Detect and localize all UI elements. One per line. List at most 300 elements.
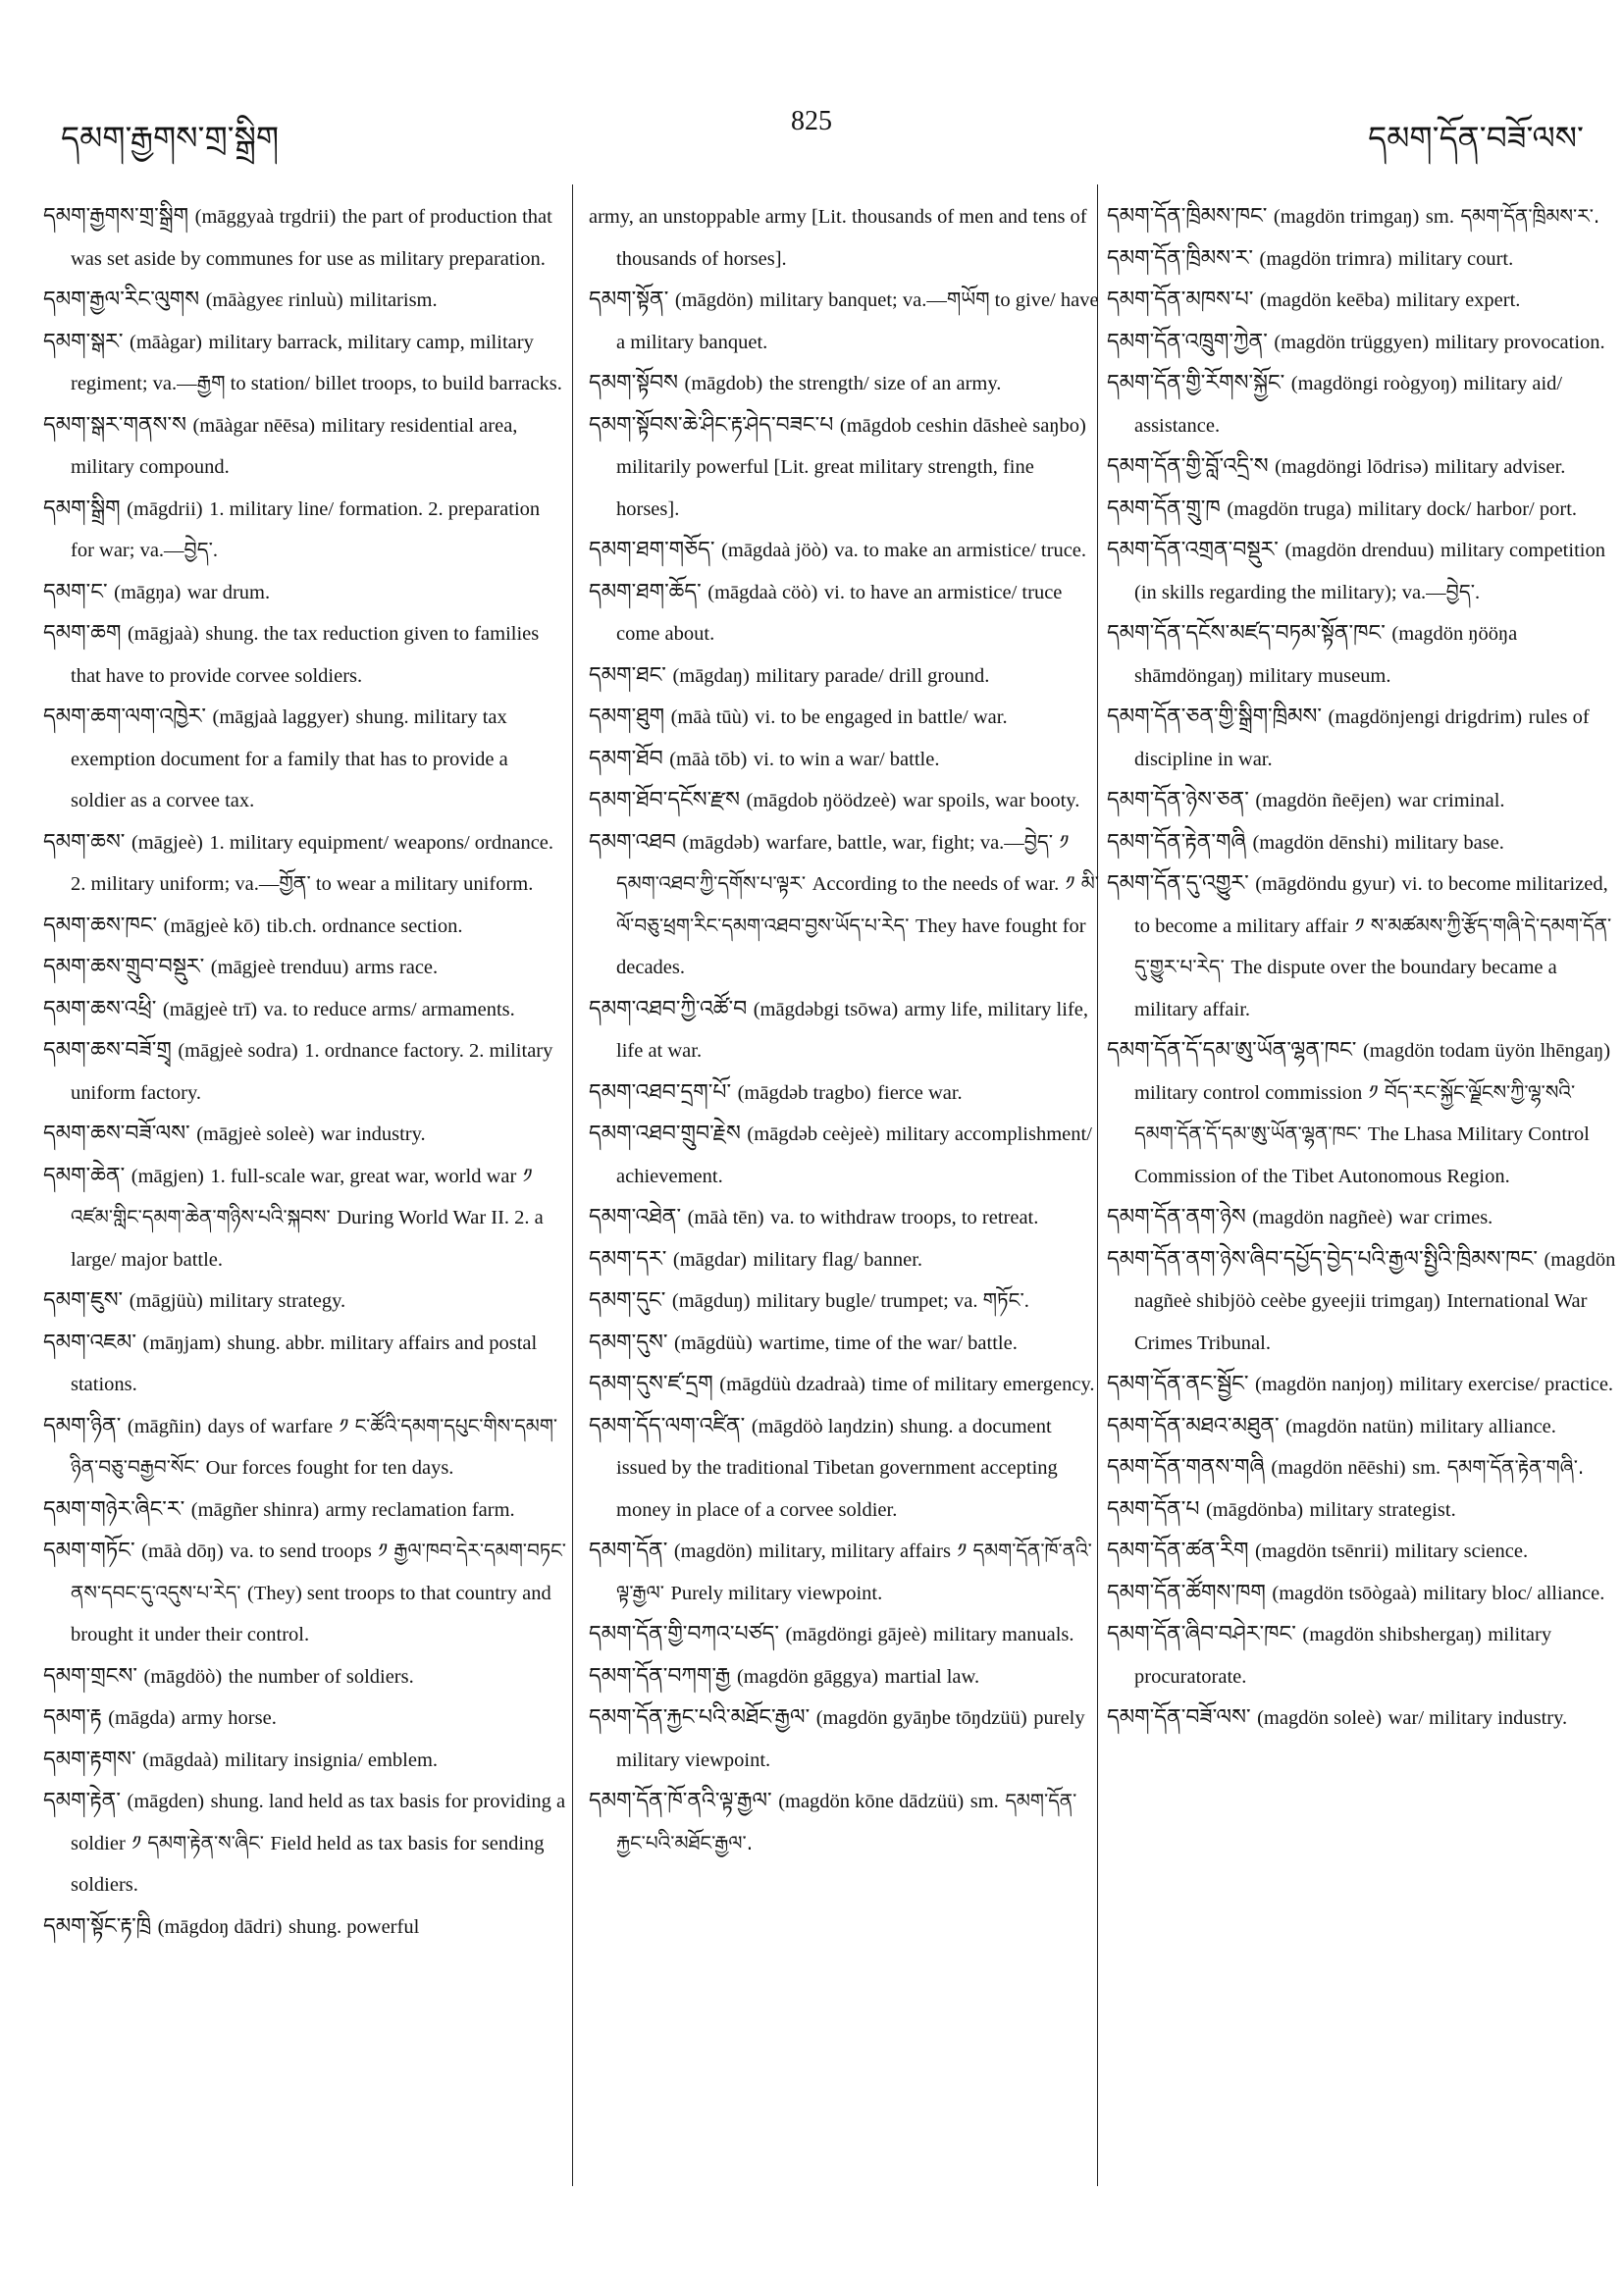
entry-transliteration: (māgjaà laggyer)	[212, 706, 349, 728]
entry-transliteration: (magdön trimgaŋ)	[1273, 206, 1420, 228]
dictionary-entry	[43, 196, 567, 280]
entry-definition: vi. to win a war/ battle.	[753, 748, 940, 770]
entry-headword: དམག་དོན་འཁྲུག་ཀྱེན་	[1107, 329, 1268, 354]
entry-definition: shung. military tax exemption document for a family that has to provide a soldier as a corvee tax.	[71, 706, 508, 811]
entry-headword: དམག་དོན་དོ་དམ་ཨུ་ཡོན་ལྷན་ཁང་	[1107, 1038, 1357, 1063]
entry-definition: war drum.	[186, 581, 271, 603]
entry-transliteration: (magdön gāggya)	[736, 1665, 878, 1688]
entry-headword: དམག་རྟེན་	[43, 1789, 121, 1813]
entry-definition: the strength/ size of an army.	[768, 373, 1002, 394]
entry-transliteration: (māgŋa)	[114, 581, 182, 603]
running-head-left: དམག་རྒྱགས་གྲ་སྒྲིག	[61, 119, 280, 157]
entry-definition: war/ military industry.	[1387, 1707, 1568, 1729]
dictionary-entry	[43, 280, 567, 322]
entry-example-translation: They have fought for decades.	[616, 914, 1086, 978]
entry-definition: 1. full-scale war, great war, world war	[210, 1165, 517, 1187]
entry-definition: military court.	[1397, 247, 1514, 270]
entry-headword: དམག་ཆས་	[43, 829, 126, 855]
entry-headword: དམག་ཉིན་	[43, 1413, 122, 1438]
entry-transliteration: (māgjaà)	[127, 623, 199, 645]
dictionary-entry	[589, 780, 1101, 822]
entry-headword: དམག་རྟགས་	[43, 1747, 136, 1772]
dictionary-entry	[43, 1489, 567, 1532]
entry-headword: དམག་དུང་	[589, 1288, 666, 1313]
dictionary-entry	[1107, 280, 1617, 322]
entry-headword: དམག་དོན་རྐྱང་པའི་མཐོང་རྒྱལ་	[589, 1705, 811, 1730]
entry-transliteration: (magdönjengi drigdrim)	[1328, 706, 1523, 728]
entry-definition: army life, military life, life at war.	[616, 998, 1089, 1062]
entry-definition: war spoils, war booty.	[903, 790, 1080, 811]
entry-definition: sm.	[1425, 206, 1454, 228]
entry-example-tibetan: ༡ ས་མཚམས་ཀྱི་རྩོད་གཞི་དེ་དམག་དོན་དུ་གྱུར་པ་རེད་	[1134, 913, 1612, 978]
entry-transliteration: (māà tēn)	[687, 1207, 764, 1228]
entry-definition: va. to reduce arms/ armaments.	[263, 998, 515, 1020]
entry-headword: དམག་དོན་ནག་ཉེས་ཞིབ་དཔྱོད་བྱེད་པའི་རྒྱལ་སྤྱིའི་ཁྲིམས་ཁང་	[1107, 1246, 1538, 1272]
entry-definition: shung. the tax reduction given to families that have to provide corvee soldiers.	[71, 623, 540, 687]
entry-definition: military, military affairs	[759, 1540, 951, 1562]
entry-example-translation: Field held as tax basis for sending soldiers.	[71, 1832, 545, 1896]
entry-definition: vi. to become militarized, to become a military affair	[1134, 873, 1608, 937]
entry-transliteration: (māgdoŋ dādri)	[157, 1915, 283, 1938]
entry-definition: va. to withdraw troops, to retreat.	[770, 1207, 1039, 1228]
entry-definition: military science.	[1394, 1540, 1529, 1562]
column-2	[589, 196, 1101, 1863]
entry-headword: དམག་སྒྲིག	[43, 496, 121, 521]
entry-transliteration: (magdön keēba)	[1259, 289, 1390, 311]
entry-definition: vi. to be engaged in battle/ war.	[755, 706, 1008, 728]
entry-headword: དམག་དོན་ཅན་གྱི་སྒྲིག་ཁྲིམས་	[1107, 704, 1322, 729]
entry-definition: military competition (in skills regarding the military); va.—བྱེད་.	[1134, 540, 1605, 603]
entry-headword: དམག་དོན་ནང་སྦྱོང་	[1107, 1372, 1249, 1396]
entry-example-tibetan: ༡ འཛམ་གླིང་དམག་ཆེན་གཉིས་པའི་སྐབས་	[71, 1163, 533, 1228]
entry-transliteration: (magdön shibshergaŋ)	[1302, 1624, 1482, 1645]
dictionary-entry	[43, 906, 567, 948]
entry-definition: military accomplishment/ achievement.	[616, 1123, 1092, 1187]
entry-transliteration: (māgdəb tragbo)	[737, 1081, 871, 1104]
dictionary-entry	[589, 280, 1101, 363]
dictionary-entry	[1107, 196, 1617, 238]
entry-transliteration: (māgjeè trī)	[162, 998, 258, 1020]
entry-transliteration: (māgdön)	[674, 289, 754, 311]
entry-definition: military aid/ assistance.	[1134, 373, 1563, 437]
entry-definition: military expert.	[1396, 289, 1521, 311]
entry-headword: དམག་དོན་	[589, 1539, 668, 1563]
entry-transliteration: (magdöngi roògyoŋ)	[1290, 373, 1457, 394]
entry-transliteration: (magdön kōne dādzüü)	[778, 1791, 965, 1812]
entry-transliteration: (māŋjam)	[142, 1331, 222, 1354]
entry-definition: military strategy.	[209, 1290, 346, 1312]
entry-definition: shung. land held as tax basis for providing a soldier	[71, 1791, 566, 1854]
entry-headword: དམག་འཇམ་	[43, 1330, 136, 1355]
dictionary-entry	[43, 489, 567, 572]
entry-transliteration: (māà dōŋ)	[141, 1540, 224, 1562]
entry-transliteration: (māgdəbgi tsōwa)	[753, 998, 899, 1020]
entry-transliteration: (magdön natün)	[1285, 1415, 1414, 1437]
dictionary-entry	[43, 572, 567, 614]
dictionary-entry	[589, 572, 1101, 655]
entry-headword: དམག་དོན་ཚན་རིག	[1107, 1539, 1249, 1563]
entry-example-tibetan: ༡ རྒྱལ་ཁབ་དེར་དམག་བཏང་ནས་དབང་དུ་འདུས་པ་རེད་	[71, 1539, 566, 1604]
dictionary-entry	[589, 1656, 1101, 1698]
running-head-right: དམག་དོན་བཟོ་ལས་	[1368, 119, 1584, 157]
entry-transliteration: (magdön tsēnrii)	[1255, 1540, 1389, 1562]
page-number: 825	[791, 106, 832, 136]
entry-headword: དམག་དོན་ཚོགས་ཁག	[1107, 1580, 1266, 1605]
entry-transliteration: (magdön nanjoŋ)	[1255, 1374, 1393, 1395]
entry-transliteration: (magdön tsōògaà)	[1272, 1582, 1417, 1604]
entry-definition: vi. to have an armistice/ truce come about.	[616, 581, 1063, 645]
entry-definition: wartime, time of the war/ battle.	[759, 1331, 1018, 1354]
entry-definition: military base.	[1394, 831, 1504, 854]
entry-definition: shung. a document issued by the traditional Tibetan government accepting money in place of a corvee soldier.	[616, 1415, 1058, 1521]
entry-headword: དམག་དོན་བཀག་རྒྱ	[589, 1663, 731, 1689]
entry-definition: war industry.	[320, 1123, 426, 1145]
entry-example-translation: The Lhasa Military Control Commission of the Tibet Autonomous Region.	[1134, 1123, 1590, 1187]
entry-definition: the number of soldiers.	[228, 1665, 414, 1688]
entry-example-translation: According to the needs of war.	[812, 873, 1060, 895]
entry-transliteration: (māgdob)	[684, 373, 763, 394]
entry-headword: དམག་ཐང་	[589, 662, 666, 688]
dictionary-entry	[43, 1906, 567, 1949]
entry-definition: military bloc/ alliance.	[1423, 1582, 1605, 1604]
entry-headword: དམག་དོན་གྱི་རོགས་སྐྱོང་	[1107, 371, 1285, 395]
entry-transliteration: (magdön drenduu)	[1284, 540, 1435, 561]
entry-definition: military procuratorate.	[1134, 1624, 1552, 1688]
entry-transliteration: (magdön ñeējen)	[1255, 790, 1391, 811]
entry-definition: International War Crimes Tribunal.	[1134, 1290, 1588, 1354]
dictionary-entry	[1107, 1614, 1617, 1697]
dictionary-entry	[589, 1697, 1101, 1781]
entry-transliteration: (māgdar)	[672, 1248, 748, 1271]
entry-example-tibetan: དམག་དོན་རྐྱང་པའི་མཐོང་རྒྱལ་.	[616, 1789, 1077, 1854]
entry-definition: 1. ordnance factory. 2. military uniform factory.	[71, 1040, 553, 1104]
dictionary-entry	[43, 1697, 567, 1740]
dictionary-entry	[589, 1197, 1101, 1239]
entry-transliteration: (magdön trüggyen)	[1274, 331, 1430, 353]
dictionary-entry	[1107, 1573, 1617, 1615]
entry-definition: military control commission	[1134, 1081, 1363, 1104]
entry-transliteration: (māàgar nēēsa)	[192, 414, 316, 437]
entry-headword: དམག་ཆེན་	[43, 1163, 126, 1188]
dictionary-entry	[589, 1114, 1101, 1197]
dictionary-entry	[1107, 238, 1617, 281]
entry-headword: དམག་གཏོང་	[43, 1539, 135, 1563]
dictionary-entry	[43, 947, 567, 989]
entry-transliteration: (māgjeè kō)	[163, 914, 261, 937]
entry-headword: དམག་དོན་གྱི་བློ་འདྲི་ས	[1107, 454, 1269, 479]
entry-headword: དམག་དོན་པ	[1107, 1496, 1200, 1522]
entry-headword: དམག་དོན་མཁས་པ་	[1107, 287, 1254, 312]
entry-definition: va. to make an armistice/ truce.	[834, 540, 1087, 561]
dictionary-entry	[589, 363, 1101, 405]
entry-example-tibetan: ༡ བོད་རང་སྐྱོང་ལྗོངས་ཀྱི་ལྷ་སའི་དམག་དོན་དོ་དམ་ཨུ་ཡོན་ལྷན་ཁང་	[1134, 1079, 1576, 1145]
entry-transliteration: (magdön soleè)	[1257, 1707, 1383, 1729]
dictionary-entry	[589, 1239, 1101, 1281]
dictionary-entry	[589, 1364, 1101, 1406]
entry-example-tibetan: ༡ དམག་དོན་ཁོ་ནའི་ལྟ་རྒྱལ་	[616, 1539, 1092, 1604]
entry-definition: rules of discipline in war.	[1134, 706, 1590, 770]
entry-transliteration: (māgdaŋ)	[672, 664, 750, 687]
dictionary-entry	[589, 1406, 1101, 1532]
entry-transliteration: (māgdöò)	[143, 1665, 223, 1688]
entry-example-translation: Purely military viewpoint.	[670, 1582, 883, 1604]
dictionary-entry	[1107, 363, 1617, 446]
entry-headword: དམག་ཆས་བཟོ་གྲྭ	[43, 1038, 172, 1063]
dictionary-entry	[43, 1531, 567, 1656]
entry-headword: དམག་སྟོབས	[589, 371, 678, 395]
entry-example-tibetan: ༡ ང་ཚོའི་དམག་དཔུང་གིས་དམག་ཉིན་བཅུ་བརྒྱབ་སོང་	[71, 1413, 558, 1479]
entry-headword: དམག་དར་	[589, 1246, 667, 1272]
entry-transliteration: (magdön dēnshi)	[1252, 831, 1388, 854]
entry-definition: military alliance.	[1420, 1415, 1556, 1437]
entry-transliteration: (māgdaà jöò)	[721, 540, 828, 561]
entry-transliteration: (māgjeè trenduu)	[210, 957, 349, 978]
dictionary-entry	[1107, 1406, 1617, 1448]
entry-example-translation: Our forces fought for ten days.	[205, 1457, 454, 1479]
dictionary-entry	[589, 1781, 1101, 1863]
entry-definition: military exercise/ practice.	[1399, 1374, 1614, 1395]
entry-headword: དམག་གཉེར་ཞིང་ར་	[43, 1496, 185, 1522]
entry-definition: military parade/ drill ground.	[756, 664, 990, 687]
dictionary-entry	[1107, 1239, 1617, 1365]
entry-transliteration: (māgdüù)	[674, 1331, 753, 1354]
entry-definition: military adviser.	[1435, 456, 1566, 478]
entry-definition: military residential area, military compound.	[71, 414, 518, 478]
entry-example-tibetan: དམག་དོན་རྟེན་གཞི་.	[1446, 1455, 1585, 1479]
entry-example-tibetan: དམག་དོན་ཁྲིམས་ར་.	[1460, 204, 1600, 228]
entry-headword: དམག་ཆས་བཟོ་ལས་	[43, 1122, 190, 1146]
dictionary-entry	[43, 322, 567, 405]
entry-transliteration: (māgdöndu gyur)	[1255, 873, 1396, 895]
entry-headword: དམག་འཐབ་གྲུབ་རྗེས	[589, 1122, 741, 1146]
entry-definition: 1. military line/ formation. 2. preparation for war; va.—བྱེད་.	[71, 497, 541, 561]
entry-headword: དམག་དོན་ཁྲིམས་ར་	[1107, 245, 1253, 271]
entry-definition: shung. abbr. military affairs and postal stations.	[71, 1331, 538, 1395]
entry-definition: va. to send troops	[230, 1540, 372, 1562]
entry-transliteration: (māgdaà cöò)	[707, 581, 818, 603]
entry-definition: military dock/ harbor/ port.	[1357, 497, 1578, 520]
entry-transliteration: (māà tōb)	[669, 748, 748, 770]
entry-headword: དམག་སྒར་གནས་ས	[43, 412, 186, 438]
entry-transliteration: (māgñin)	[127, 1415, 202, 1437]
entry-headword: དམག་དོད་ལག་འཛིན་	[589, 1413, 746, 1438]
entry-headword: དམག་དུས་	[589, 1330, 668, 1355]
entry-transliteration: (māgdönba)	[1205, 1498, 1304, 1521]
entry-transliteration: (māgjeè sodra)	[178, 1040, 298, 1062]
entry-headword: དམག་དོན་དངོས་མཛད་བཏམ་སྟོན་ཁང་	[1107, 621, 1386, 646]
entry-definition: army horse.	[182, 1707, 277, 1729]
entry-headword: དམག་ཆག	[43, 621, 122, 646]
entry-transliteration: (māgjeè)	[131, 831, 203, 854]
entry-headword: དམག་ཆས་གྲུབ་བསྡུར་	[43, 955, 205, 979]
dictionary-entry	[43, 613, 567, 697]
entry-transliteration: (māgjüù)	[129, 1290, 203, 1312]
dictionary-entry	[1107, 863, 1617, 1030]
entry-transliteration: (māàgar)	[130, 331, 202, 353]
entry-definition: sm.	[1412, 1457, 1441, 1479]
entry-definition: military provocation.	[1435, 331, 1605, 353]
entry-transliteration: (māgduŋ)	[671, 1290, 751, 1312]
dictionary-entry	[1107, 1531, 1617, 1573]
entry-definition: militarism.	[349, 289, 438, 311]
entry-transliteration: (māgden)	[127, 1791, 205, 1812]
entry-definition: military banquet; va.—གཡོག to give/ have a military banquet.	[616, 289, 1099, 353]
dictionary-entry	[43, 1280, 567, 1323]
entry-transliteration: (māgdaà)	[142, 1748, 219, 1771]
dictionary-entry	[1107, 1447, 1617, 1489]
entry-definition: purely military viewpoint.	[616, 1707, 1085, 1771]
entry-transliteration: (māgdob ceshin dāsheè saŋbo)	[839, 414, 1086, 437]
dictionary-entry	[1107, 489, 1617, 531]
entry-definition: war criminal.	[1397, 790, 1505, 811]
entry-definition: sm.	[969, 1791, 999, 1812]
dictionary-entry	[1107, 1364, 1617, 1406]
entry-definition: war crimes.	[1398, 1207, 1493, 1228]
entry-definition: army, an unstoppable army [Lit. thousands of men and tens of thousands of horses].	[589, 206, 1087, 270]
entry-headword: དམག་དོན་གྲུ་ཁ	[1107, 496, 1221, 521]
entry-headword: དམག་རྒྱལ་རིང་ལུགས	[43, 287, 200, 312]
entry-headword: དམག་ཐོབ	[589, 746, 663, 771]
entry-transliteration: (māgjen)	[131, 1165, 204, 1187]
entry-definition: arms race.	[354, 957, 439, 978]
entry-example-tibetan: ༡ དམག་འཐབ་ཀྱི་དགོས་པ་ལྟར་	[616, 829, 1070, 895]
dictionary-entry	[1107, 780, 1617, 822]
dictionary-entry	[43, 1740, 567, 1782]
entry-headword: དམག་ང་	[43, 579, 108, 604]
entry-headword: དམག་སྟོང་རྟ་ཁྲི	[43, 1913, 152, 1939]
dictionary-entry	[589, 739, 1101, 781]
entry-definition: fierce war.	[877, 1081, 963, 1104]
dictionary-entry	[589, 655, 1101, 698]
entry-transliteration: (māà tūù)	[670, 706, 749, 728]
dictionary-entry	[43, 1114, 567, 1156]
entry-headword: དམག་འཐབ་ཀྱི་འཚོ་བ	[589, 996, 748, 1021]
entry-transliteration: (magdön nagñeè shibjöò ceèbe gyeejii trimgaŋ)	[1134, 1248, 1616, 1312]
entry-headword: དམག་དོན་མཐའ་མཐུན་	[1107, 1413, 1280, 1438]
entry-headword: དམག་འཐེན་	[589, 1205, 682, 1229]
entry-transliteration: (magdön truga)	[1227, 497, 1352, 520]
dictionary-entry	[43, 1406, 567, 1489]
dictionary-entry	[589, 1531, 1101, 1614]
entry-transliteration: (māgdrii)	[127, 497, 203, 520]
entry-headword: དམག་སྟོབས་ཆེ་ཤིང་རྟ་ཤེད་བཟང་པ	[589, 412, 834, 438]
entry-headword: དམག་དུས་ཛ་དྲག	[589, 1372, 713, 1396]
entry-definition: the part of production that was set aside by communes for use as military preparation.	[71, 206, 552, 270]
entry-definition: military museum.	[1248, 664, 1391, 687]
entry-transliteration: (magdön)	[673, 1540, 753, 1562]
entry-transliteration: (māgdob ŋöödzeè)	[746, 790, 897, 811]
entry-definition: shung. powerful	[288, 1915, 420, 1938]
column-3	[1107, 196, 1617, 1740]
dictionary-entry	[589, 530, 1101, 572]
dictionary-entry	[589, 822, 1101, 989]
entry-definition: days of warfare	[207, 1415, 334, 1437]
dictionary-entry	[1107, 1489, 1617, 1532]
entry-definition: military flag/ banner.	[753, 1248, 923, 1271]
entry-headword: དམག་དོན་ཁྲིམས་ཁང་	[1107, 204, 1268, 229]
entry-definition: 1. military equipment/ weapons/ ordnance. 2. military uniform; va.—གྱོན་ to wear a military uniform.	[71, 831, 554, 895]
dictionary-entry	[589, 196, 1101, 280]
entry-definition: military insignia/ emblem.	[225, 1748, 439, 1771]
entry-headword: དམག་གྲངས་	[43, 1663, 137, 1689]
entry-headword: དམག་དོན་གནས་གཞི	[1107, 1455, 1265, 1480]
entry-definition: tib.ch. ordnance section.	[266, 914, 463, 937]
entry-transliteration: (magdön nagñeè)	[1252, 1207, 1393, 1228]
dictionary-entry	[1107, 613, 1617, 697]
dictionary-entry	[589, 1323, 1101, 1365]
entry-headword: དམག་སྒར་	[43, 329, 124, 354]
entry-example-translation: (They) sent troops to that country and brought it under their control.	[71, 1582, 551, 1645]
entry-definition: army reclamation farm.	[325, 1498, 515, 1521]
dictionary-entry	[1107, 697, 1617, 780]
entry-headword: དམག་དོན་ཁོ་ནའི་ལྟ་རྒྱལ་	[589, 1789, 772, 1813]
dictionary-entry	[589, 989, 1101, 1072]
entry-headword: དམག་ཆས་ཁང་	[43, 913, 158, 938]
entry-transliteration: (māgdəb)	[682, 831, 759, 854]
dictionary-entry	[1107, 1697, 1617, 1740]
dictionary-entry	[589, 405, 1101, 531]
column-rule-1	[572, 184, 573, 2186]
entry-headword: དམག་ཐོབ་དངོས་རྫས	[589, 788, 740, 812]
entry-headword: དམག་ཐུག	[589, 704, 665, 729]
entry-transliteration: (māgda)	[108, 1707, 176, 1729]
dictionary-entry	[1107, 446, 1617, 489]
entry-definition: martial law.	[884, 1665, 980, 1688]
dictionary-entry	[589, 1614, 1101, 1656]
entry-headword: དམག་དོན་གྱི་བཀའ་པཙད་	[589, 1622, 779, 1646]
entry-headword: དམག་དོན་ཞིབ་བཤེར་ཁང་	[1107, 1622, 1296, 1646]
entry-definition: military manuals.	[933, 1624, 1074, 1645]
entry-transliteration: (māàgyeɛ rinluù)	[205, 289, 343, 311]
entry-headword: དམག་ཐག་གཅོད་	[589, 538, 715, 562]
dictionary-entry	[1107, 1197, 1617, 1239]
entry-transliteration: (magdön gyāŋbe tōŋdzüü)	[815, 1707, 1027, 1729]
dictionary-entry	[589, 1072, 1101, 1115]
entry-example-tibetan: ༡ དམག་རྟེན་ས་ཞིང་	[131, 1830, 265, 1854]
entry-definition: warfare, battle, war, fight; va.—བྱེད་	[765, 831, 1054, 854]
entry-transliteration: (magdöngi lōdrisə)	[1275, 456, 1429, 478]
entry-headword: དམག་འཐབ	[589, 829, 676, 855]
entry-headword: དམག་ཇུས་	[43, 1288, 124, 1313]
column-1	[43, 196, 567, 1948]
dictionary-entry	[43, 1156, 567, 1281]
dictionary-entry	[43, 405, 567, 489]
entry-transliteration: (magdön ŋööŋa shāmdöngaŋ)	[1134, 623, 1518, 687]
entry-transliteration: (māgdüù dzadraà)	[719, 1374, 865, 1395]
entry-transliteration: (māgjeè soleè)	[196, 1123, 315, 1145]
entry-transliteration: (māggyaà trgdrii)	[194, 206, 337, 228]
dictionary-entry	[589, 697, 1101, 739]
entry-headword: དམག་ཆག་ལག་འཁྱེར་	[43, 704, 206, 729]
entry-transliteration: (māgñer shinra)	[190, 1498, 320, 1521]
entry-headword: དམག་ཆས་འཕྲི་	[43, 996, 157, 1021]
entry-example-translation: The dispute over the boundary became a military affair.	[1134, 957, 1557, 1020]
dictionary-entry	[1107, 1030, 1617, 1197]
entry-headword: དམག་དོན་འགྲན་བསྡུར་	[1107, 538, 1279, 562]
entry-transliteration: (magdön trimra)	[1259, 247, 1392, 270]
entry-transliteration: (māgdəb ceèjeè)	[747, 1123, 880, 1145]
entry-headword: དམག་དོན་ཉེས་ཅན་	[1107, 788, 1249, 812]
dictionary-entry	[1107, 322, 1617, 364]
entry-headword: དམག་རྟ	[43, 1705, 102, 1730]
entry-headword: དམག་སྟོན་	[589, 287, 669, 312]
entry-example-translation: During World War II. 2. a large/ major battle.	[71, 1207, 544, 1271]
dictionary-entry	[43, 822, 567, 906]
dictionary-entry	[43, 989, 567, 1031]
entry-transliteration: (magdön todam üyön lhēngaŋ)	[1362, 1040, 1611, 1062]
entry-headword: དམག་དོན་རྟེན་གཞི	[1107, 829, 1246, 855]
dictionary-entry	[1107, 530, 1617, 613]
